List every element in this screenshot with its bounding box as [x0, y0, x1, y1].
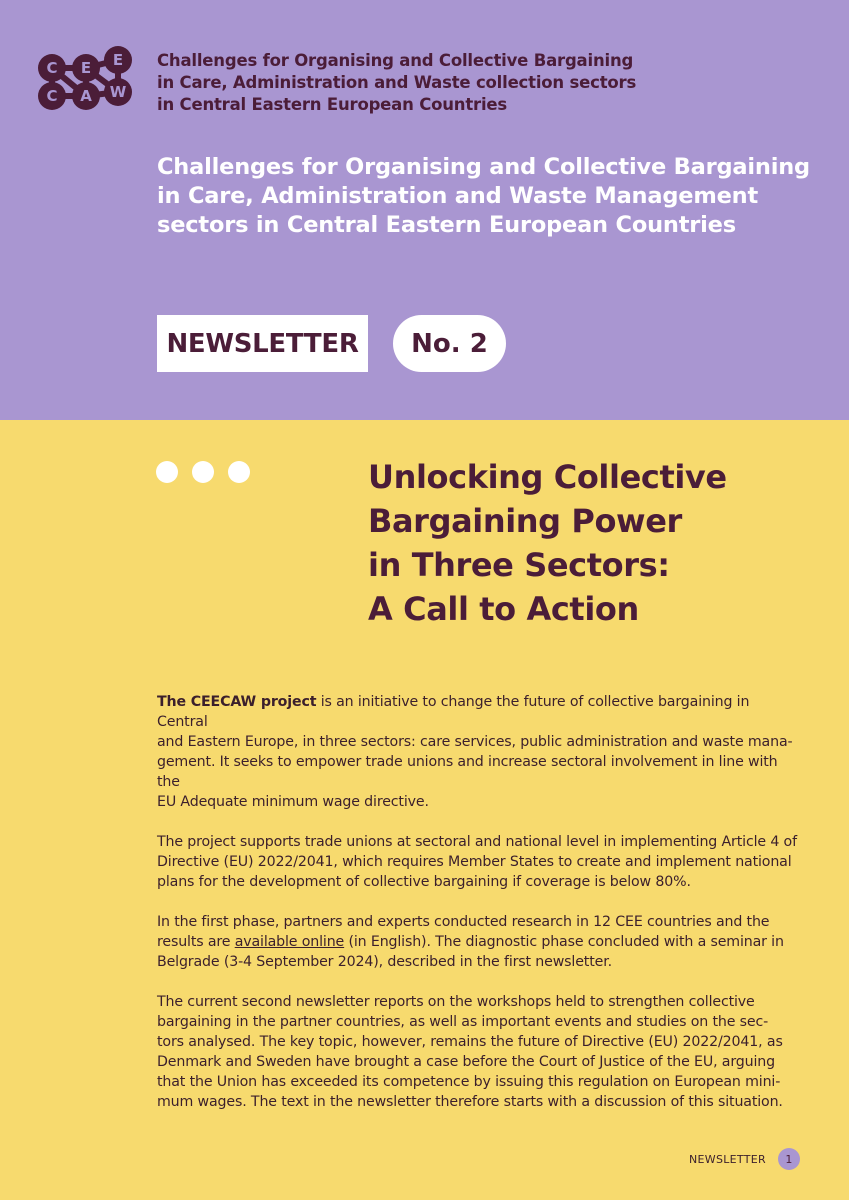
- body-text: (in English). The diagnostic phase concluded with a seminar in: [344, 934, 784, 950]
- logo-letter: C: [46, 59, 58, 77]
- dot-icon: [156, 461, 178, 483]
- logo-letter: E: [80, 59, 92, 77]
- body-line: that the Union has exceeded its competence by issuing this regulation on European mini-: [157, 1074, 781, 1090]
- body-line: Denmark and Sweden have brought a case before the Court of Justice of the EU, arguing: [157, 1054, 775, 1070]
- body-text: results are: [157, 934, 235, 950]
- issue-number-badge: No. 2: [393, 315, 506, 372]
- header-line: in Care, Administration and Waste collection sectors: [157, 73, 637, 92]
- page-subtitle: [157, 153, 817, 240]
- subtitle-line: Challenges for Organising and Collective Bargaining: [157, 154, 810, 180]
- logo-letter: A: [80, 87, 92, 105]
- body-line: EU Adequate minimum wage directive.: [157, 794, 429, 810]
- article-headline: [368, 455, 808, 631]
- available-online-link[interactable]: available online: [234, 934, 345, 950]
- headline-line: A Call to Action: [368, 590, 639, 628]
- body-line: mum wages. The text in the newsletter therefore starts with a discussion of this situation.: [157, 1094, 783, 1110]
- dot-icon: [192, 461, 214, 483]
- body-line: The current second newsletter reports on the workshops held to strengthen collective: [157, 994, 755, 1010]
- project-header: [157, 50, 757, 116]
- body-line: In the first phase, partners and experts conducted research in 12 CEE countries and the: [157, 914, 770, 930]
- newsletter-badge: NEWSLETTER: [157, 315, 368, 372]
- logo-letter: C: [46, 87, 58, 105]
- headline-line: in Three Sectors:: [368, 546, 670, 584]
- body-line: The project supports trade unions at sectoral and national level in implementing Article 4 of: [157, 834, 797, 850]
- body-line: Belgrade (3-4 September 2024), described in the first newsletter.: [157, 954, 612, 970]
- body-text: is an initiative to change the future of collective bargaining in Central: [157, 694, 750, 730]
- dot-icon: [228, 461, 250, 483]
- body-line: tors analysed. The key topic, however, remains the future of Directive (EU) 2022/2041, as: [157, 1034, 783, 1050]
- project-name: The CEECAW project: [157, 694, 317, 710]
- decorative-dots: [156, 461, 250, 483]
- subtitle-line: sectors in Central Eastern European Countries: [157, 212, 736, 238]
- logo-letter: E: [112, 51, 124, 69]
- logo-letter: W: [109, 83, 127, 101]
- page-footer: [689, 1148, 800, 1170]
- page-number: 1: [778, 1148, 800, 1170]
- article-body: [157, 672, 802, 1132]
- subtitle-line: in Care, Administration and Waste Management: [157, 183, 759, 209]
- footer-label: NEWSLETTER: [689, 1152, 766, 1166]
- body-line: bargaining in the partner countries, as well as important events and studies on the sec-: [157, 1014, 769, 1030]
- ceecaw-logo: [34, 46, 134, 118]
- body-line: and Eastern Europe, in three sectors: care services, public administration and waste mana-: [157, 734, 793, 750]
- body-line: Directive (EU) 2022/2041, which requires Member States to create and implement national: [157, 854, 792, 870]
- headline-line: Bargaining Power: [368, 502, 682, 540]
- header-section: [0, 0, 849, 420]
- header-line: Challenges for Organising and Collective Bargaining: [157, 51, 634, 70]
- body-line: plans for the development of collective bargaining if coverage is below 80%.: [157, 874, 691, 890]
- header-line: in Central Eastern European Countries: [157, 95, 508, 114]
- body-line: gement. It seeks to empower trade unions and increase sectoral involvement in line with the: [157, 754, 778, 790]
- headline-line: Unlocking Collective: [368, 458, 727, 496]
